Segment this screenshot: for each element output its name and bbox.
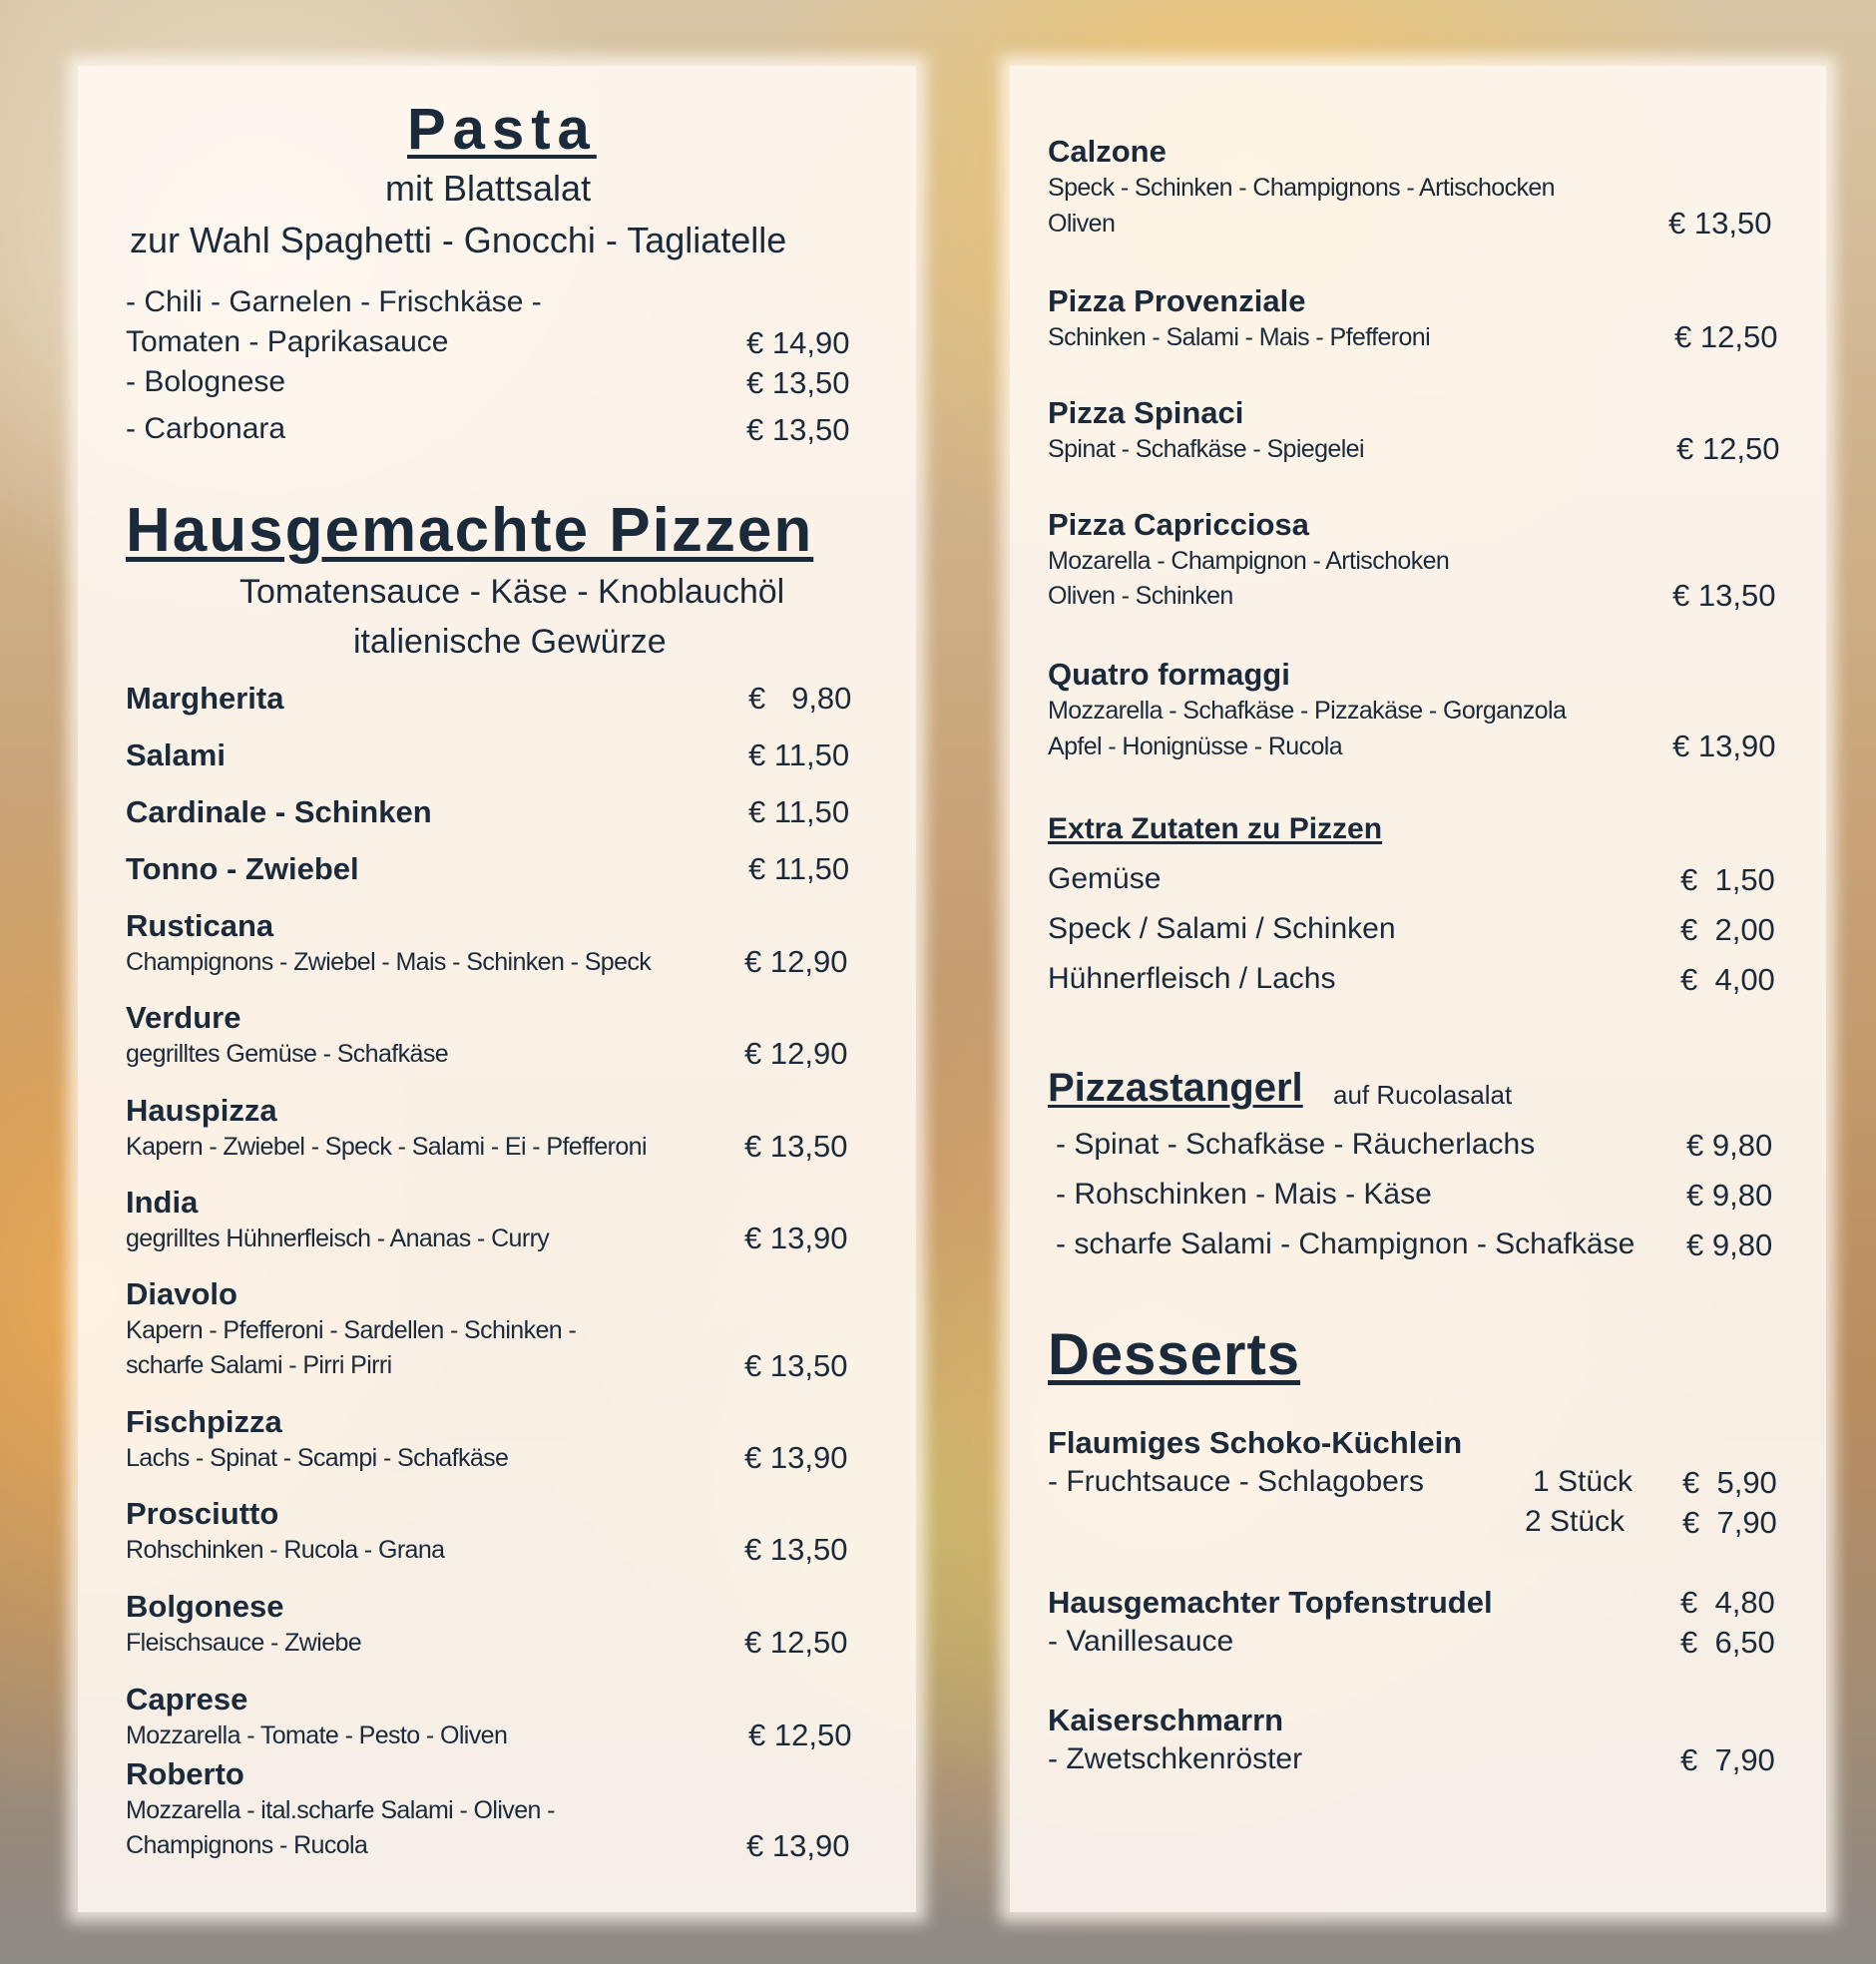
pasta-item-name: - Bolognese xyxy=(126,365,286,398)
pizza-price: € 12,90 xyxy=(744,944,848,979)
pasta-item-price: € 14,90 xyxy=(746,325,850,360)
extra-item-price: € 1,50 xyxy=(1680,862,1775,897)
pizza-name: India xyxy=(126,1185,199,1220)
pizza-desc: Mozzarella - Schafkäse - Pizzakäse - Gorganzola xyxy=(1048,697,1567,725)
pizza-price: € 13,90 xyxy=(1672,729,1776,763)
pizza-price: € 13,90 xyxy=(744,1440,848,1475)
pizza-desc: Mozzarella - Tomate - Pesto - Oliven xyxy=(126,1721,508,1749)
pasta-subtitle: mit Blattsalat xyxy=(385,168,592,209)
pasta-item-price: € 13,50 xyxy=(746,412,850,447)
stangerl-item-price: € 9,80 xyxy=(1686,1128,1773,1163)
dessert-qty: 1 Stück xyxy=(1533,1465,1634,1498)
pizza-name: Bolgonese xyxy=(126,1589,284,1624)
stangerl-item-price: € 9,80 xyxy=(1686,1228,1773,1262)
dessert-qty: 2 Stück xyxy=(1525,1505,1626,1538)
pizza-desc: gegrilltes Hühnerfleisch - Ananas - Curry xyxy=(126,1225,550,1252)
pizza-desc: Kapern - Zwiebel - Speck - Salami - Ei - Pfefferoni xyxy=(126,1133,647,1161)
pizza-desc: Champignons - Rucola xyxy=(126,1831,368,1859)
pizza-price: € 13,50 xyxy=(1672,578,1776,613)
pizza-price: € 12,50 xyxy=(1674,319,1778,354)
pizza-name: Verdure xyxy=(126,1000,241,1035)
dessert-price: € 7,90 xyxy=(1682,1505,1777,1540)
pizza-name: Margherita xyxy=(126,681,284,716)
stangerl-item-name: - Spinat - Schafkäse - Räucherlachs xyxy=(1056,1128,1536,1161)
pizza-price: € 11,50 xyxy=(748,794,850,829)
pizza-desc: scharfe Salami - Pirri Pirri xyxy=(126,1351,392,1379)
desserts-heading: Desserts xyxy=(1048,1322,1301,1387)
stangerl-heading: Pizzastangerl xyxy=(1048,1066,1303,1110)
pizza-name: Pizza Spinaci xyxy=(1048,395,1244,430)
pizza-desc: Oliven xyxy=(1048,210,1116,238)
stangerl-note: auf Rucolasalat xyxy=(1333,1080,1513,1110)
pizza-price: € 13,90 xyxy=(744,1221,848,1255)
pasta-choice: zur Wahl Spaghetti - Gnocchi - Tagliatelle xyxy=(130,220,787,260)
pizza-name: Diavolo xyxy=(126,1276,237,1311)
pizza-price: € 11,50 xyxy=(748,737,850,772)
dessert-price: € 7,90 xyxy=(1680,1742,1775,1777)
pizza-price: € 13,50 xyxy=(744,1532,848,1567)
pizza-price: € 12,50 xyxy=(1676,431,1780,466)
pizza-desc: Apfel - Honignüsse - Rucola xyxy=(1048,733,1343,760)
pasta-item-price: € 13,50 xyxy=(746,365,850,400)
pizza-name: Quatro formaggi xyxy=(1048,657,1290,692)
pizza-price: € 13,50 xyxy=(1668,206,1772,241)
pizzen-sub2: italienische Gewürze xyxy=(353,623,667,661)
pizza-name: Pizza Provenziale xyxy=(1048,283,1306,318)
stangerl-item-name: - scharfe Salami - Champignon - Schafkäse xyxy=(1056,1228,1636,1260)
pizza-price: € 11,50 xyxy=(748,851,850,886)
dessert-price: € 4,80 xyxy=(1680,1585,1775,1620)
pizza-desc: Oliven - Schinken xyxy=(1048,582,1233,610)
pizza-price: € 13,50 xyxy=(744,1129,848,1164)
pizza-name: Roberto xyxy=(126,1756,244,1791)
pizza-price: € 12,90 xyxy=(744,1036,848,1071)
pizza-price: € 12,50 xyxy=(748,1718,852,1752)
pizza-desc: Champignons - Zwiebel - Mais - Schinken - Speck xyxy=(126,948,652,976)
pizza-name: Rusticana xyxy=(126,908,274,943)
extra-heading: Extra Zutaten zu Pizzen xyxy=(1048,812,1383,845)
pizza-desc: Spinat - Schafkäse - Spiegelei xyxy=(1048,435,1364,463)
pizza-name: Pizza Capricciosa xyxy=(1048,507,1309,542)
dessert-name: Hausgemachter Topfenstrudel xyxy=(1048,1585,1493,1620)
pizza-name: Tonno - Zwiebel xyxy=(126,851,359,886)
pizza-price: € 13,90 xyxy=(746,1828,850,1863)
dessert-price: € 5,90 xyxy=(1682,1465,1777,1500)
extra-item-price: € 4,00 xyxy=(1680,962,1775,997)
dessert-price: € 6,50 xyxy=(1680,1625,1775,1660)
pizza-name: Salami xyxy=(126,737,226,772)
pasta-heading: Pasta xyxy=(407,97,597,162)
pizza-name: Fischpizza xyxy=(126,1404,282,1439)
pizza-desc: gegrilltes Gemüse - Schafkäse xyxy=(126,1040,449,1068)
pizza-desc: Lachs - Spinat - Scampi - Schafkäse xyxy=(126,1444,509,1472)
pizzen-sub1: Tomatensauce - Käse - Knoblauchöl xyxy=(239,573,785,611)
extra-item-name: Hühnerfleisch / Lachs xyxy=(1048,962,1336,995)
stangerl-item-name: - Rohschinken - Mais - Käse xyxy=(1056,1178,1432,1211)
pizza-name: Hauspizza xyxy=(126,1093,277,1128)
extra-item-price: € 2,00 xyxy=(1680,912,1775,947)
pizzen-heading: Hausgemachte Pizzen xyxy=(126,496,814,565)
pizza-desc: Mozzarella - ital.scharfe Salami - Oliven - xyxy=(126,1796,555,1824)
pizza-price: € 13,50 xyxy=(744,1348,848,1383)
pasta-item-name: - Carbonara xyxy=(126,412,286,445)
extra-item-name: Gemüse xyxy=(1048,862,1162,895)
pizza-desc: Rohschinken - Rucola - Grana xyxy=(126,1536,445,1564)
pizza-desc: Speck - Schinken - Champignons - Artischocken xyxy=(1048,174,1555,202)
pasta-item-line1: - Chili - Garnelen - Frischkäse - xyxy=(126,285,542,318)
stangerl-item-price: € 9,80 xyxy=(1686,1178,1773,1213)
pizza-price: € 12,50 xyxy=(744,1625,848,1660)
pizza-desc: Kapern - Pfefferoni - Sardellen - Schinken - xyxy=(126,1316,577,1344)
dessert-desc: - Vanillesauce xyxy=(1048,1625,1234,1658)
pizza-name: Calzone xyxy=(1048,134,1167,169)
dessert-desc: - Fruchtsauce - Schlagobers xyxy=(1048,1465,1424,1498)
pizza-desc: Schinken - Salami - Mais - Pfefferoni xyxy=(1048,323,1431,351)
pizza-desc: Fleischsauce - Zwiebe xyxy=(126,1629,362,1657)
pizza-name: Caprese xyxy=(126,1682,248,1717)
pizza-name: Prosciutto xyxy=(126,1496,279,1531)
dessert-name: Kaiserschmarrn xyxy=(1048,1703,1284,1737)
pizza-desc: Mozarella - Champignon - Artischoken xyxy=(1048,547,1450,575)
pasta-item-line2: Tomaten - Paprikasauce xyxy=(126,325,449,358)
dessert-desc: - Zwetschkenröster xyxy=(1048,1742,1303,1775)
pizza-name: Cardinale - Schinken xyxy=(126,794,432,829)
dessert-name: Flaumiges Schoko-Küchlein xyxy=(1048,1425,1463,1460)
pizza-price: € 9,80 xyxy=(748,681,852,716)
extra-item-name: Speck / Salami / Schinken xyxy=(1048,912,1396,945)
